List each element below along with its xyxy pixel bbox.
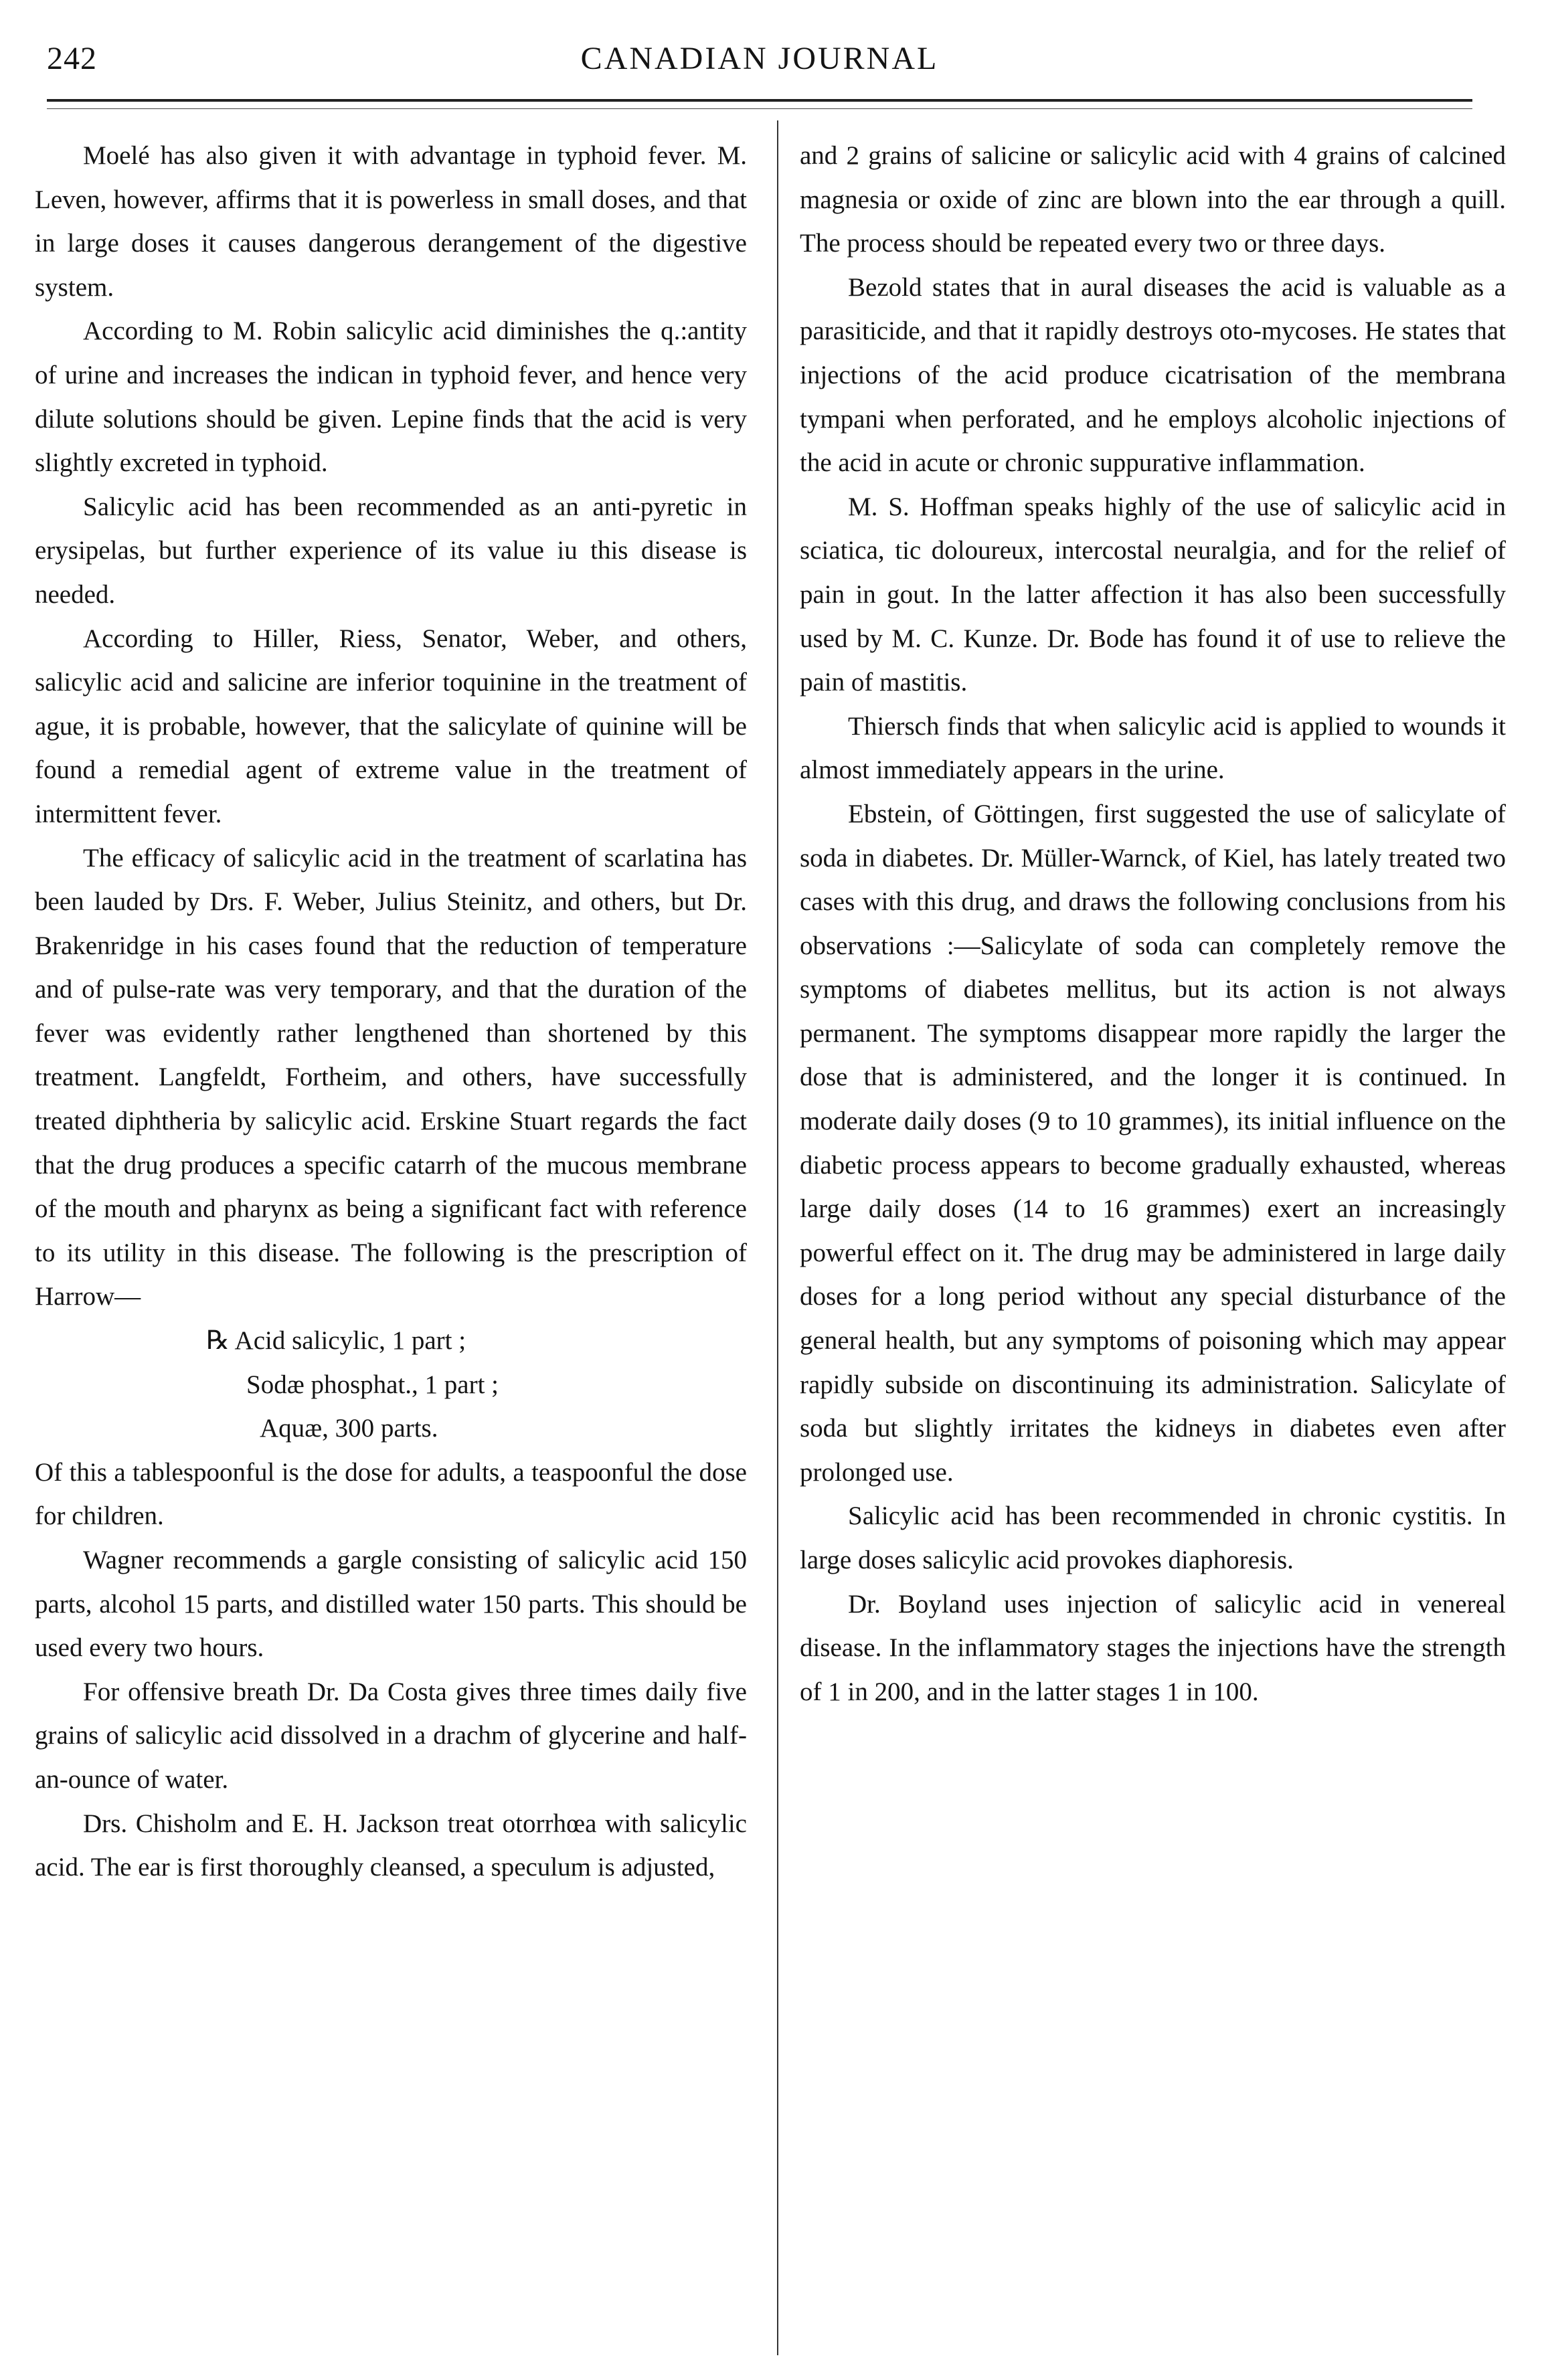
left-column bbox=[35, 134, 747, 1890]
column-divider bbox=[777, 120, 778, 2355]
paragraph-ague: According to Hiller, Riess, Senator, Weber, and others, salicylic acid and salicine are inferior toquinine in the treatment of ague, it is probable, however, that the salicylate of quinine will be found a remedial agent of extreme value in the treatment of intermittent fever. bbox=[35, 624, 747, 828]
paragraph-ebstein: Ebstein, of Göttingen, first suggested the use of salicylate of soda in diabetes. Dr. Müller-Warnck, of Kiel, has lately treated two cases with this drug, and draws the following conclusions from his observations :—Salicylate of soda can completely remove the symptoms of diabetes mellitus, but its action is not always permanent. The symptoms disappear more rapidly the larger the dose that is administered, and the longer it is continued. In moderate daily doses (9 to 10 grammes), its initial influence on the diabetic process appears to become gradually exhausted, whereas large daily doses (14 to 16 grammes) exert an increasingly powerful effect on it. The drug may be administered in large daily doses for a long period without any special disturbance of the general health, but any symptoms of poisoning which may appear rapidly subside on discontinuing its administration. Salicylate of soda but slightly irritates the kidneys in diabetes even after prolonged use. bbox=[800, 799, 1506, 1487]
prescription-block bbox=[35, 1319, 747, 1451]
paragraph-erysipelas: Salicylic acid has been recommended as an anti-pyretic in erysipelas, but further experience of its value iu this disease is needed. bbox=[35, 492, 747, 609]
paragraph-dose: Of this a tablespoonful is the dose for adults, a teaspoonful the dose for children. bbox=[35, 1457, 747, 1531]
prescription-line-3: Aquæ, 300 parts. bbox=[260, 1414, 438, 1443]
paragraph-bezold: Bezold states that in aural diseases the acid is valuable as a parasiticide, and that it rapidly destroys oto-mycoses. He states that injections of the acid produce cicatrisation of the membrana tympani when perforated, and he employs alcoholic injections of the acid in acute or chronic suppurative inflammation. bbox=[800, 272, 1506, 478]
page-number: 242 bbox=[47, 41, 97, 76]
paragraph-thiersch: Thiersch finds that when salicylic acid is applied to wounds it almost immediately appears in the urine. bbox=[800, 711, 1506, 785]
paragraph-hoffman: M. S. Hoffman speaks highly of the use of salicylic acid in sciatica, tic doloureux, intercostal neuralgia, and for the relief of pain in gout. In the latter affection it has also been successfully used by M. C. Kunze. Dr. Bode has found it of use to relieve the pain of mastitis. bbox=[800, 492, 1506, 697]
paragraph-scarlatina: The efficacy of salicylic acid in the treatment of scarlatina has been lauded by Drs. F. Weber, Julius Steinitz, and others, but Dr. Brakenridge in his cases found that the reduction of temperature and of pulse-rate was very temporary, and that the duration of the fever was evidently rather lengthened than shortened by this treatment. Langfeldt, Fortheim, and others, have successfully treated diphtheria by salicylic acid. Erskine Stuart regards the fact that the drug produces a specific catarrh of the mucous membrane of the mouth and pharynx as being a significant fact with reference to its utility in this disease. The following is the prescription of Harrow— bbox=[35, 843, 747, 1311]
paragraph-da-costa: For offensive breath Dr. Da Costa gives three times daily five grains of salicylic acid dissolved in a drachm of glycerine and half-an-ounce of water. bbox=[35, 1677, 747, 1794]
paragraph-robin: According to M. Robin salicylic acid diminishes the q.:antity of urine and increases the indican in typhoid fever, and hence very dilute solutions should be given. Lepine finds that the acid is very slightly excreted in typhoid. bbox=[35, 316, 747, 478]
header-rule-thin bbox=[47, 108, 1472, 109]
running-head: CANADIAN JOURNAL bbox=[580, 41, 939, 76]
header-rule-thick bbox=[47, 99, 1472, 102]
paragraph-moele: Moelé has also given it with advantage in typhoid fever. M. Leven, however, affirms that it is powerless in small doses, and that in large doses it causes dangerous derangement of the digestive system. bbox=[35, 141, 747, 302]
paragraph-wagner: Wagner recommends a gargle consisting of salicylic acid 150 parts, alcohol 15 parts, and distilled water 150 parts. This should be used every two hours. bbox=[35, 1546, 747, 1663]
paragraph-boyland: Dr. Boyland uses injection of salicylic acid in venereal disease. In the inflammatory stages the injections have the strength of 1 in 200, and in the latter stages 1 in 100. bbox=[800, 1589, 1506, 1706]
paragraph-cystitis: Salicylic acid has been recommended in chronic cystitis. In large doses salicylic acid provokes diaphoresis. bbox=[800, 1501, 1506, 1574]
paragraph-continuation: and 2 grains of salicine or salicylic acid with 4 grains of calcined magnesia or oxide of zinc are blown into the ear through a quill. The process should be repeated every two or three days. bbox=[800, 141, 1506, 258]
right-column bbox=[800, 134, 1506, 1714]
page-header bbox=[47, 35, 1472, 88]
paragraph-chisholm: Drs. Chisholm and E. H. Jackson treat otorrhœa with salicylic acid. The ear is first thoroughly cleansed, a speculum is adjusted, bbox=[35, 1809, 747, 1882]
prescription-line-1: ℞ Acid salicylic, 1 part ; bbox=[206, 1326, 466, 1356]
prescription-line-2: Sodæ phosphat., 1 part ; bbox=[246, 1370, 499, 1399]
